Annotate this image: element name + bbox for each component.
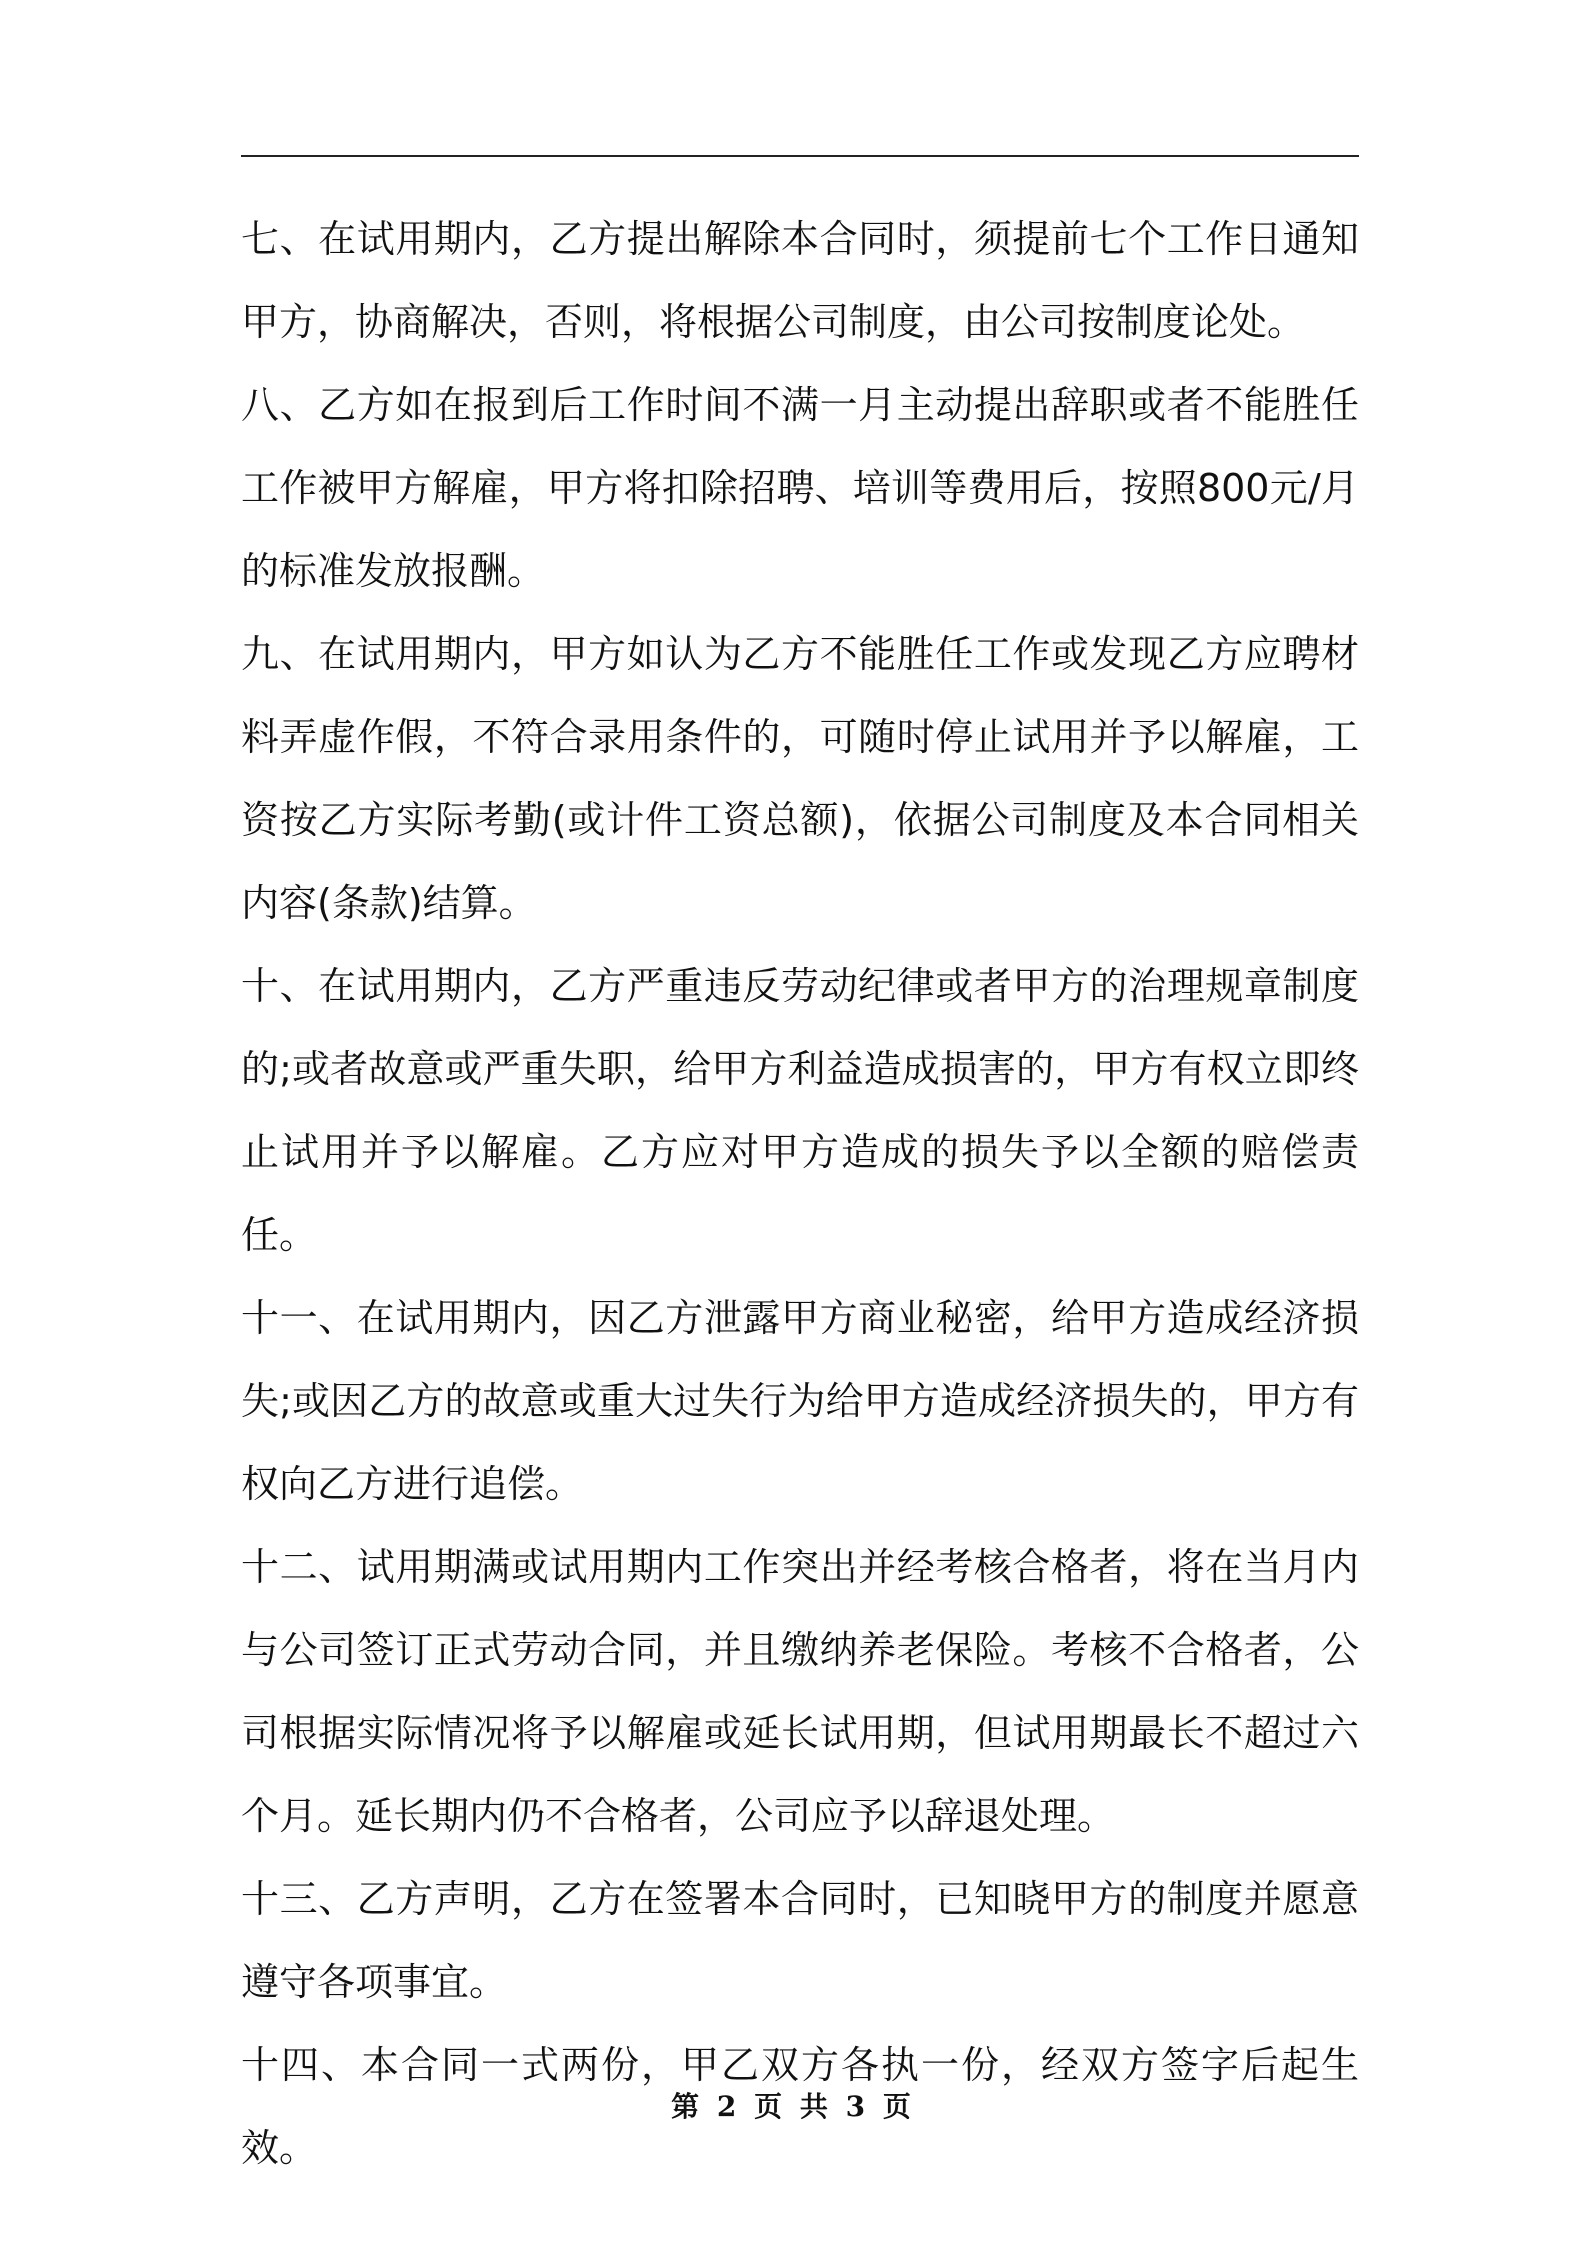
clause-11: 十一、在试用期内，因乙方泄露甲方商业秘密，给甲方造成经济损失;或因乙方的故意或重大过失行为给甲方造成经济损失的，甲方有权向乙方进行追偿。 xyxy=(241,1296,1359,1506)
clause-13: 十三、乙方声明，乙方在签署本合同时，已知晓甲方的制度并愿意遵守各项事宜。 xyxy=(241,1877,1359,2004)
page-number: 第 2 页 共 3 页 xyxy=(671,2090,915,2123)
clause-9: 九、在试用期内，甲方如认为乙方不能胜任工作或发现乙方应聘材料弄虚作假，不符合录用条件的，可随时停止试用并予以解雇，工资按乙方实际考勤(或计件工资总额)，依据公司制度及本合同相关内容(条款)结算。 xyxy=(241,632,1359,925)
clause-14: 十四、本合同一式两份，甲乙双方各执一份，经双方签字后起生效。 xyxy=(241,2043,1359,2170)
clause-7: 七、在试用期内，乙方提出解除本合同时，须提前七个工作日通知甲方，协商解决，否则，将根据公司制度，由公司按制度论处。 xyxy=(241,217,1359,344)
clause-8: 八、乙方如在报到后工作时间不满一月主动提出辞职或者不能胜任工作被甲方解雇，甲方将扣除招聘、培训等费用后，按照800元/月的标准发放报酬。 xyxy=(241,383,1359,593)
clause-10: 十、在试用期内，乙方严重违反劳动纪律或者甲方的治理规章制度的;或者故意或严重失职，给甲方利益造成损害的，甲方有权立即终止试用并予以解雇。乙方应对甲方造成的损失予以全额的赔偿责任。 xyxy=(241,964,1359,1257)
document-body xyxy=(241,198,1359,2190)
header-rule xyxy=(241,155,1359,157)
clause-12: 十二、试用期满或试用期内工作突出并经考核合格者，将在当月内与公司签订正式劳动合同，并且缴纳养老保险。考核不合格者，公司根据实际情况将予以解雇或延长试用期，但试用期最长不超过六个月。延长期内仍不合格者，公司应予以辞退处理。 xyxy=(241,1545,1359,1838)
